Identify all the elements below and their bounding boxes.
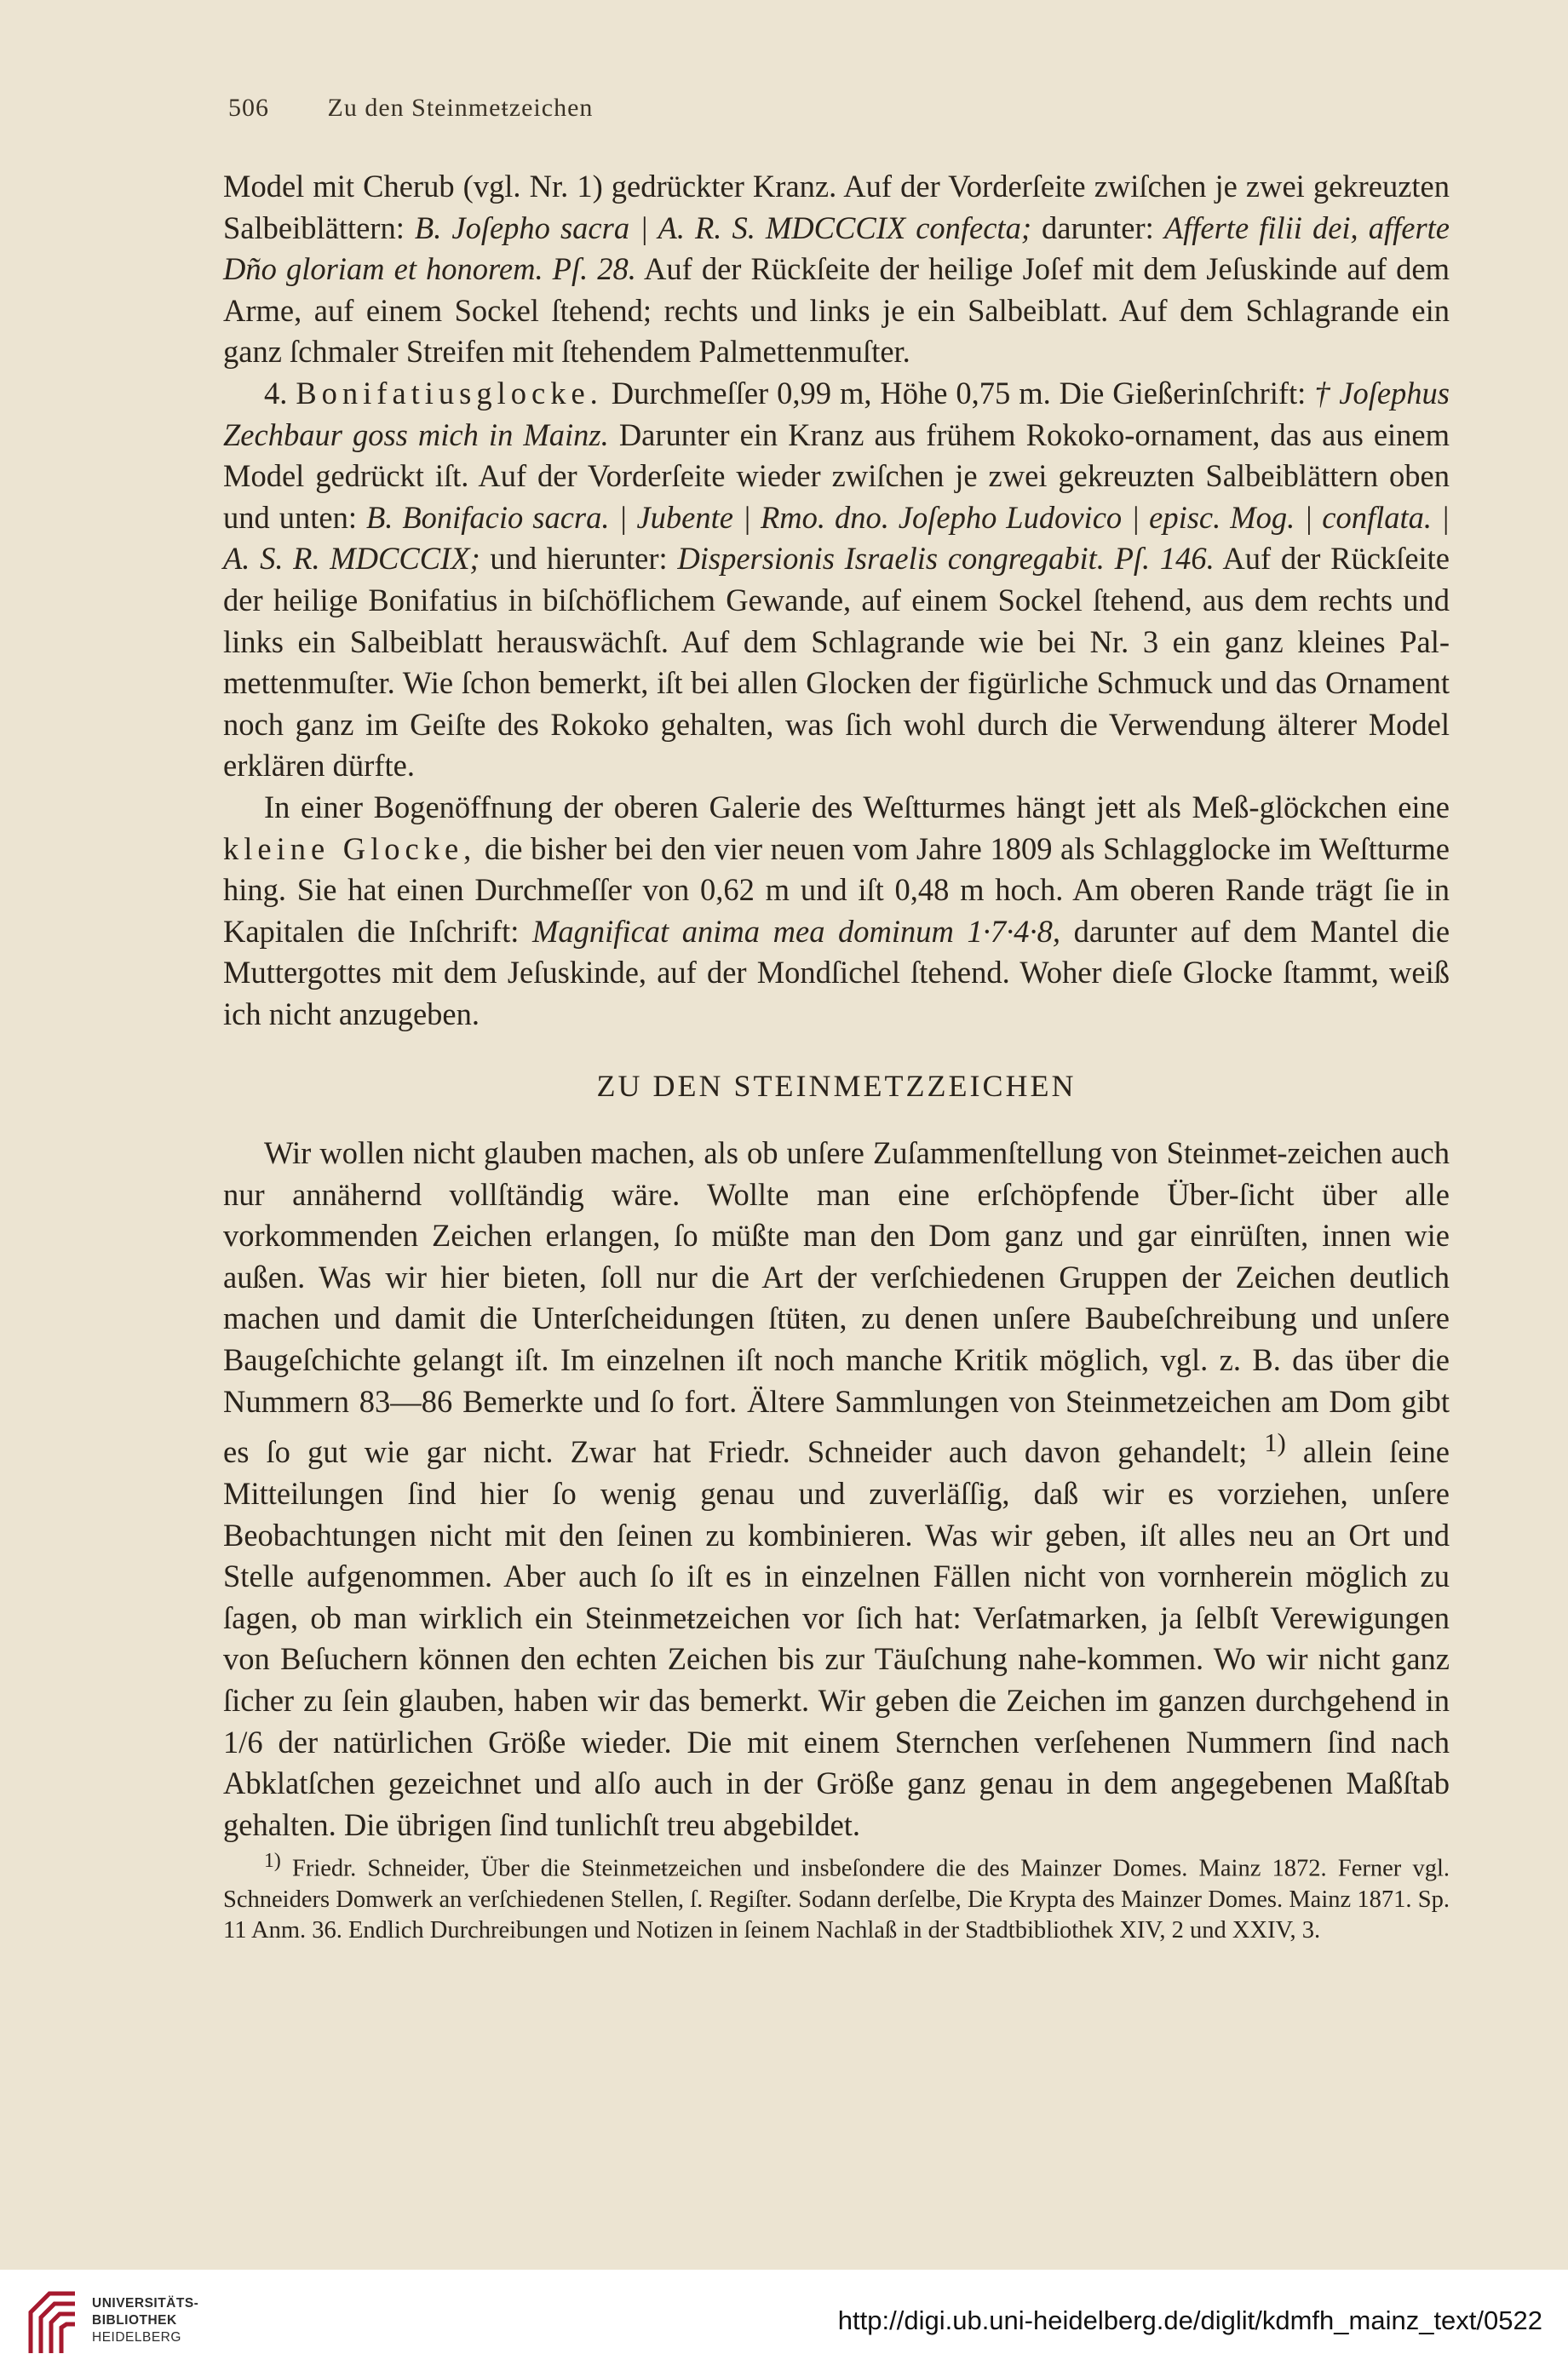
library-name[interactable]: UNIVERSITÄTS- BIBLIOTHEK HEIDELBERG [92, 2296, 199, 2345]
paragraph-1: Model mit Cherub (vgl. Nr. 1) gedrückter Kranz. Auf der Vorderſeite zwiſchen je zwei gekreuzten Salbeiblättern: B. Joſepho sacra | A. R. S. MDCCCIX confecta; darunter: Afferte filii dei, afferte Dño gloriam et honorem. Pſ. 28. Auf der Rückſeite der heilige Joſef mit dem Jeſuskinde auf dem Arme, auf einem Sockel ſtehend; rechts und links je ein Salbeiblatt. Auf dem Schlagrande ein ganz ſchmaler Streifen mit ſtehendem Palmettenmuſter. [223, 169, 1450, 370]
footnote [223, 1846, 1450, 1946]
footnote-marker: 1) [264, 1850, 281, 1873]
running-header [228, 94, 593, 123]
paragraph-3: In einer Bogenöffnung der oberen Galerie des Weſtturmes hängt jeŧt als Meß-glöckchen eine kleine Glocke, die bisher bei den vier neuen vom Jahre 1809 als Schlagglocke im Weſtturme hing. Sie hat einen Durchmeſſer von 0,62 m und iſt 0,48 m hoch. Am oberen Rande trägt ſie in Kapitalen die Inſchrift: Magnificat anima mea dominum 1·7·4·8, darunter auf dem Mantel die Muttergottes mit dem Jeſuskinde, auf der Mondſichel ſtehend. Woher dieſe Glocke ſtammt, weiß ich nicht anzugeben. [223, 789, 1450, 1031]
fraction: 1/6 [223, 1724, 263, 1760]
permalink-url[interactable]: http://digi.ub.uni-heidelberg.de/diglit/kdmfh_mainz_text/0522 [837, 2305, 1542, 2335]
ub-heidelberg-logo-icon[interactable] [24, 2287, 83, 2358]
viewer-footer [0, 2270, 1568, 2377]
body-text [223, 166, 1450, 1946]
paragraph-2: 4. Bonifatiusglocke. Durchmeſſer 0,99 m, Höhe 0,75 m. Die Gießerinſchrift: † Joſephus Zechbaur goss mich in Mainz. Darunter ein Kranz aus frühem Rokoko-ornament, das aus einem Model gedrückt iſt. Auf der Vorderſeite wieder zwiſchen je zwei gekreuzten Salbeiblättern oben und unten: B. Bonifacio sacra. | Jubente | Rmo. dno. Joſepho Ludovico | episc. Mog. | conflata. | A. S. R. MDCCCIX; und hierunter: Dispersionis Israelis congregabit. Pſ. 146. Auf der Rückſeite der heilige Bonifatius in biſchöflichem Gewande, auf einem Sockel ſtehend, aus dem rechts und links ein Salbeiblatt herauswächſt. Auf dem Schlagrande wie bei Nr. 3 ein ganz kleines Pal-mettenmuſter. Wie ſchon bemerkt, iſt bei allen Glocken der figürliche Schmuck und das Ornament noch ganz im Geiſte des Rokoko gehalten, was ſich wohl durch die Verwendung älterer Model erklären dürfte. [223, 375, 1450, 784]
paragraph-4: Wir wollen nicht glauben machen, als ob unſere Zuſammenſtellung von Steinmeŧ-zeichen auch nur annähernd vollſtändig wäre. Wollte man eine erſchöpfende Über-ſicht über alle vorkommenden Zeichen erlangen, ſo müßte man den Dom ganz und gar einrüſten, innen wie außen. Was wir hier bieten, ſoll nur die Art der verſchiedenen Gruppen der Zeichen deutlich machen und damit die Unterſcheidungen ſtüŧen, zu denen unſere Baubeſchreibung und unſere Baugeſchichte gelangt iſt. Im einzelnen iſt noch manche Kritik möglich, vgl. z. B. das über die Nummern 83—86 Bemerkte und ſo fort. Ältere Sammlungen von Steinmeŧzeichen am Dom gibt es ſo gut wie gar nicht. Zwar hat Friedr. Schneider auch davon gehandelt; $^{1)}$ allein ſeine Mitteilungen ſind hier ſo wenig genau und zuverläſſig, daß wir es vorziehen, unſere Beobachtungen nicht mit den ſeinen zu kombinieren. Was wir geben, iſt alles neu an Ort und Stelle aufgenommen. Aber auch ſo iſt es in einzelnen Fällen nicht von vornherein möglich zu ſagen, ob man wirklich ein Steinmeŧzeichen vor ſich hat: Verſaŧmarken, ja ſelbſt Verewigungen von Beſuchern können den echten Zeichen bis zur Täuſchung nahe-kommen. Wo wir nicht ganz ſicher zu ſein glauben, haben wir das bemerkt. Wir geben die Zeichen im ganzen durchgehend in 1/6 der natürlichen Größe wieder. Die mit einem Sternchen verſehenen Nummern ſind nach Abklatſchen gezeichnet und alſo auch in der Größe ganz genau in dem angegebenen Maßſtab gehalten. Die übrigen ſind tunlichſt treu abgebildet. [223, 1135, 1450, 1842]
footnote-reference: 1) [1264, 1428, 1286, 1458]
footnote-text: Friedr. Schneider, Über die Steinmeŧzeichen und insbeſondere die des Mainzer Domes. Mainz 1872. Ferner vgl. Schneiders Domwerk an verſchiedenen Stellen, ſ. Regiſter. Sodann derſelbe, Die Krypta des Mainzer Domes. Mainz 1871. Sp. 11 Anm. 36. Endlich Durchreibungen und Notizen in ſeinem Nachlaß in der Stadtbibliothek XIV, 2 und XXIV, 3. [223, 1855, 1450, 1944]
page-number: 506 [228, 94, 269, 122]
running-title: Zu den Steinmeŧzeichen [327, 94, 594, 122]
section-heading: ZU DEN STEINMETZZEICHEN [596, 1069, 1077, 1104]
